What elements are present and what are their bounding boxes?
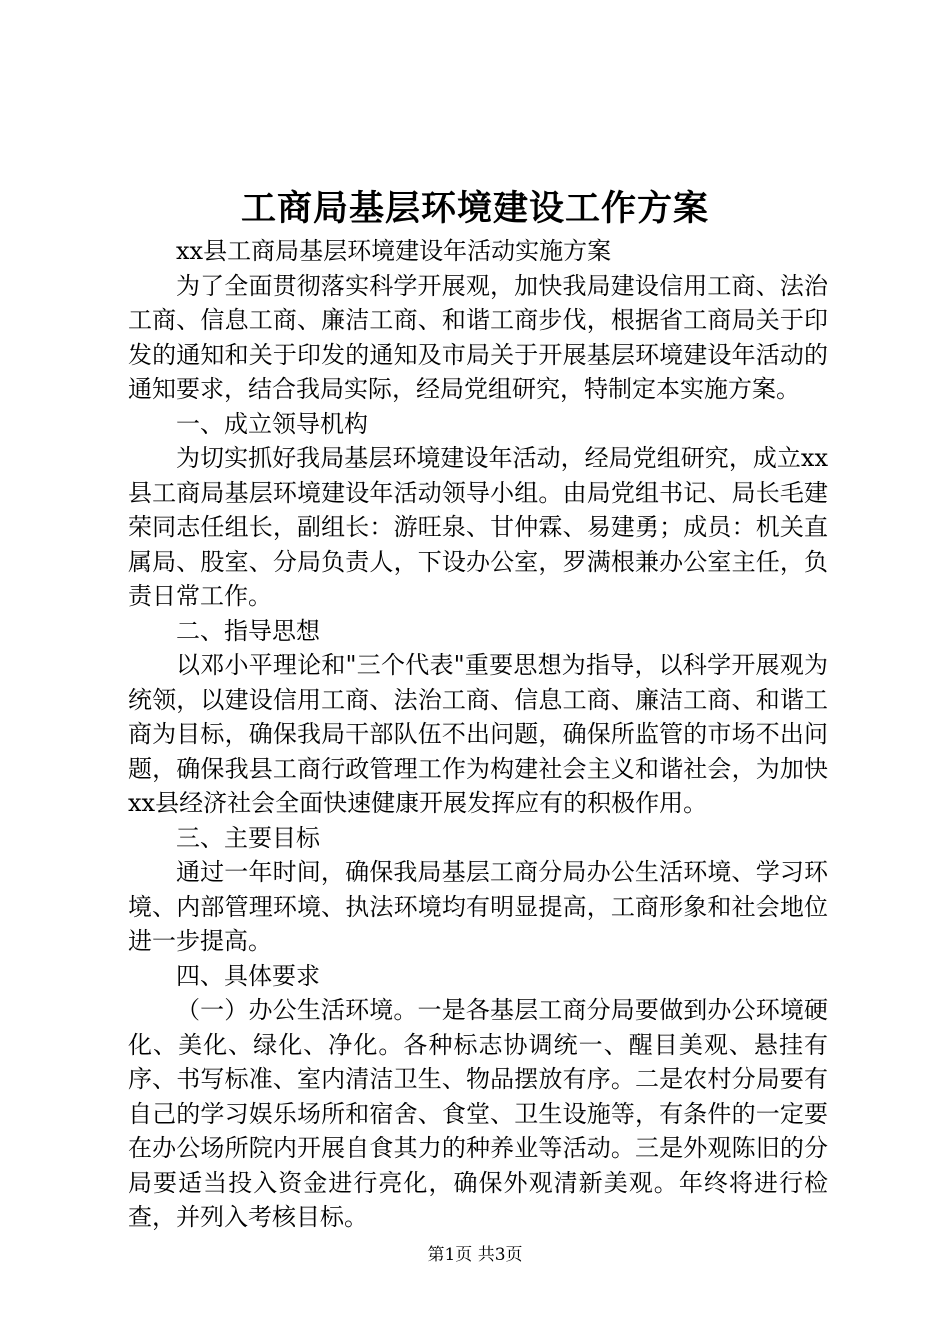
section-paragraph-3: 通过一年时间，确保我局基层工商分局办公生活环境、学习环境、内部管理环境、执法环境均有明显提高，工商形象和社会地位进一步提高。 (128, 858, 828, 955)
section-heading-2: 二、指导思想 (176, 616, 320, 645)
document-body (128, 234, 828, 1235)
page-number-footer: 第1页 共3页 (427, 1245, 523, 1265)
section-paragraph-1: 为切实抓好我局基层环境建设年活动，经局党组研究，成立xx县工商局基层环境建设年活动领导小组。由局党组书记、局长毛建荣同志任组长，副组长：游旺泉、甘仲霖、易建勇；成员：机关直属局、股室、分局负责人，下设办公室，罗满根兼办公室主任，负责日常工作。 (128, 444, 828, 610)
document-title: 工商局基层环境建设工作方案 (240, 188, 709, 229)
section-heading-4: 四、具体要求 (176, 961, 320, 990)
document-subtitle: xx县工商局基层环境建设年活动实施方案 (176, 237, 612, 265)
section-paragraph-2: 以邓小平理论和"三个代表"重要思想为指导，以科学开展观为统领，以建设信用工商、法治工商、信息工商、廉洁工商、和谐工商为目标，确保我局干部队伍不出问题，确保所监管的市场不出问题，确保我县工商行政管理工作为构建社会主义和谐社会，为加快xx县经济社会全面快速健康开展发挥应有的积极作用。 (128, 651, 828, 817)
section-heading-1: 一、成立领导机构 (176, 409, 368, 438)
section-heading-3: 三、主要目标 (176, 823, 320, 852)
section-paragraph-4: （一）办公生活环境。一是各基层工商分局要做到办公环境硬化、美化、绿化、净化。各种标志协调统一、醒目美观、悬挂有序、书写标准、室内清洁卫生、物品摆放有序。二是农村分局要有自己的学习娱乐场所和宿舍、食堂、卫生设施等，有条件的一定要在办公场所院内开展自食其力的种养业等活动。三是外观陈旧的分局要适当投入资金进行亮化，确保外观清新美观。年终将进行检查，并列入考核目标。 (128, 996, 828, 1231)
intro-paragraph: 为了全面贯彻落实科学开展观，加快我局建设信用工商、法治工商、信息工商、廉洁工商、和谐工商步伐，根据省工商局关于印发的通知和关于印发的通知及市局关于开展基层环境建设年活动的通知要求，结合我局实际，经局党组研究，特制定本实施方案。 (128, 271, 828, 403)
